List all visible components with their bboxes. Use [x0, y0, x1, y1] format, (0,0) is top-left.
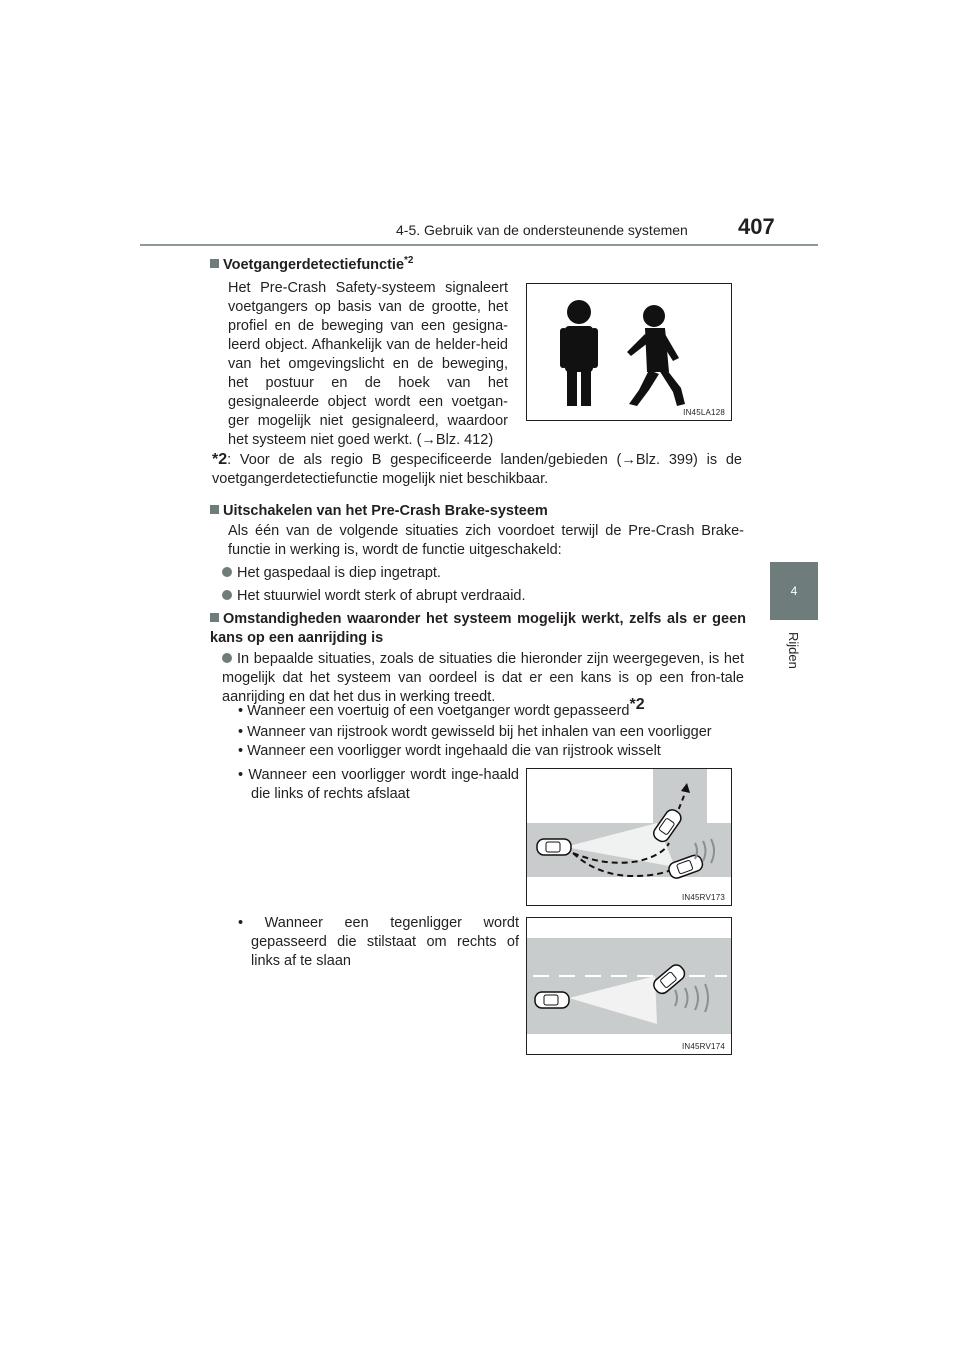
section-heading-disable: Uitschakelen van het Pre-Crash Brake-systeem: [210, 502, 548, 521]
footnote: *2: Voor de als regio B gespecificeerde landen/gebieden (→Blz. 399) is de voetgangerdetectiefunctie mogelijk niet beschikbaar.: [212, 451, 742, 487]
pedestrian-illustration: [527, 284, 731, 420]
chapter-tab-number: 4: [770, 562, 818, 620]
oncoming-stationary-figure: [526, 917, 732, 1055]
pedestrian-paragraph: Het Pre-Crash Safety-systeem signaleert voetgangers op basis van de grootte, het profiel en de beweging van een gesigna-leerd object. Afhankelijk van de helder-heid van het omgevingslicht en de beweging, het postuur en de hoek van het gesignaleerde object wordt een voetgan-ger mogelijk niet gesignaleerd, waardoor het systeem niet goed werkt. (→Blz. 412): [228, 280, 508, 448]
figure-code: IN45RV174: [681, 1042, 725, 1051]
section-heading-pedestrian: Voetgangerdetectiefunctie$^{*2}$: [210, 256, 413, 275]
round-bullet-icon: [222, 653, 232, 663]
square-bullet-icon: [210, 613, 219, 622]
square-bullet-icon: [210, 505, 219, 514]
list-item: Het stuurwiel wordt sterk of abrupt verdraaid.: [222, 587, 526, 606]
disable-paragraph: Als één van de volgende situaties zich voordoet terwijl de Pre-Crash Brake-functie in werking is, wordt de functie uitgeschakeld:: [228, 523, 744, 558]
sub-list-item: • Wanneer een tegenligger wordt gepasseerd die stilstaat om rechts of links af te slaan: [238, 915, 519, 969]
intersection-illustration: [527, 769, 731, 905]
list-item: Het gaspedaal is diep ingetrapt.: [222, 564, 441, 583]
sub-list-item: • Wanneer van rijstrook wordt gewisseld bij het inhalen van een voorligger: [238, 724, 712, 740]
footnote-ref: *2: [404, 255, 414, 267]
footnote-mark: *2: [212, 451, 228, 468]
chapter-tab: [770, 620, 818, 810]
round-bullet-icon: [222, 590, 232, 600]
round-bullet-icon: [222, 567, 232, 577]
section-heading-conditions: Omstandigheden waaronder het systeem mogelijk werkt, zelfs als er geen kans op een aanrijding is: [210, 611, 746, 646]
figure-code: IN45LA128: [683, 408, 725, 417]
square-bullet-icon: [210, 259, 219, 268]
figure-code: IN45RV173: [681, 893, 725, 902]
road-illustration: [527, 918, 731, 1054]
running-header: 4-5. Gebruik van de ondersteunende systemen: [396, 222, 688, 238]
pedestrian-figure: [526, 283, 732, 421]
sub-list-item: • Wanneer een voorligger wordt ingehaald die van rijstrook wisselt: [238, 743, 661, 759]
sub-list-item: • Wanneer een voorligger wordt inge-haald die links of rechts afslaat: [238, 767, 519, 802]
overtaking-turning-figure: [526, 768, 732, 906]
page-number: 407: [738, 214, 775, 239]
footnote-ref: *2: [629, 696, 645, 714]
header-divider: [140, 244, 818, 246]
conditions-item: In bepaalde situaties, zoals de situaties die hieronder zijn weergegeven, is het mogelijk dat het systeem van oordeel is dat er een kans is op een fron-tale aanrijding en dat het dus in werking treedt.: [222, 651, 744, 705]
sub-list-item: • Wanneer een voertuig of een voetganger wordt gepasseerd$^{*2}$: [238, 696, 645, 719]
chapter-tab-label: Rijden: [786, 632, 801, 669]
